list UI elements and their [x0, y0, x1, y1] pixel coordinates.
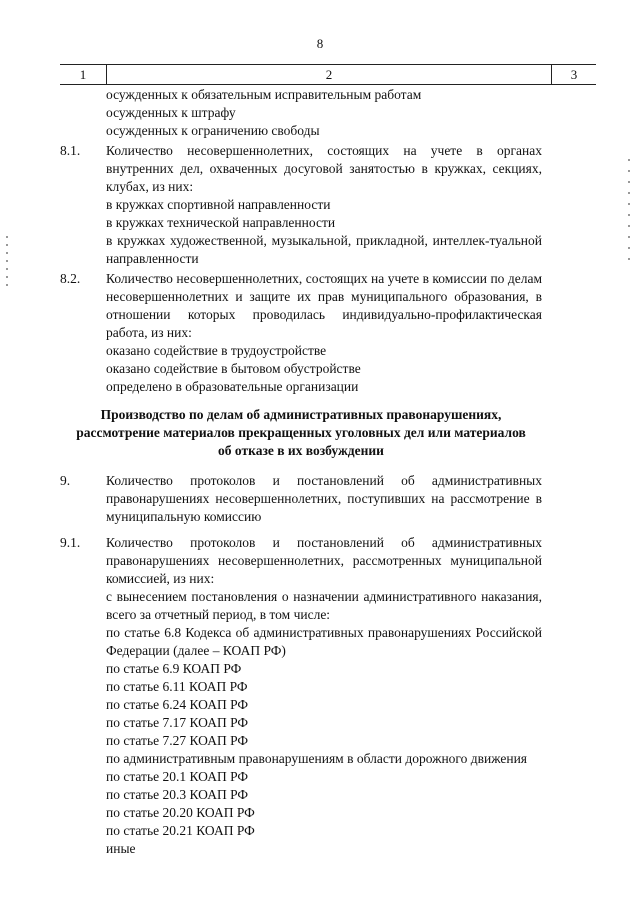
- article-line: по статье 6.11 КОАП РФ: [106, 679, 248, 694]
- article-line: по статье 20.20 КОАП РФ: [106, 805, 255, 820]
- heading-line: об отказе в их возбуждении: [218, 443, 384, 458]
- item-text: Количество несовершеннолетних, состоящих на учете в органах внутренних дел, охваченных досуговой занятостью в кружках, секциях, клубах, из них:: [106, 143, 542, 194]
- item-text: Количество несовершеннолетних, состоящих на учете в комиссии по делам несовершеннолетних и защите их прав муниципального образования, в отношении которых проводилась индивидуально-профилактическая работа, из них:: [106, 271, 542, 340]
- article-line: иные: [106, 841, 136, 856]
- table-header-col-2: 2: [107, 65, 552, 84]
- table-header-row: [60, 64, 596, 85]
- page-number: 8: [316, 36, 324, 51]
- heading-line: рассмотрение материалов прекращенных уголовных дел или материалов: [76, 425, 526, 440]
- sub-item: в кружках технической направленности: [106, 215, 336, 230]
- sub-item: оказано содействие в трудоустройстве: [106, 343, 327, 358]
- top-lines-block: [60, 86, 542, 140]
- item-9-1: [60, 534, 542, 858]
- sub-item: в кружках художественной, музыкальной, прикладной, интеллек-туальной направленности: [106, 233, 542, 266]
- text-line: осужденных к ограничению свободы: [106, 123, 320, 138]
- table-header-col-3: 3: [570, 66, 578, 82]
- item-number: 9.: [60, 473, 71, 488]
- article-line: по статье 6.24 КОАП РФ: [106, 697, 249, 712]
- sub-item: определено в образовательные организации: [106, 379, 359, 394]
- item-text: Количество протоколов и постановлений об административных правонарушениях несовершеннолетних, поступивших на рассмотрение в муниципальную комиссию: [106, 473, 542, 524]
- table-header-col-1: 1: [60, 65, 107, 84]
- article-line: по статье 20.21 КОАП РФ: [106, 823, 255, 838]
- scan-artifact-left: [6, 230, 16, 330]
- item-9: [60, 472, 542, 526]
- paragraph: по административным правонарушениям в области дорожного движения: [106, 751, 528, 766]
- article-line: по статье 20.1 КОАП РФ: [106, 769, 249, 784]
- article-line: по статье 7.17 КОАП РФ: [106, 715, 249, 730]
- text-line: осужденных к обязательным исправительным работам: [106, 87, 422, 102]
- scan-artifact-right: [624, 150, 634, 350]
- item-number: 8.2.: [60, 271, 81, 286]
- document-body: [60, 86, 542, 858]
- article-line: по статье 7.27 КОАП РФ: [106, 733, 249, 748]
- paragraph: с вынесением постановления о назначении административного наказания, всего за отчетный период, в том числе:: [106, 589, 542, 622]
- item-8-2: [60, 270, 542, 396]
- article-line: по статье 6.9 КОАП РФ: [106, 661, 242, 676]
- sub-item: в кружках спортивной направленности: [106, 197, 331, 212]
- item-number: 9.1.: [60, 535, 81, 550]
- heading-line: Производство по делам об административных правонарушениях,: [100, 407, 502, 422]
- section-heading: [60, 406, 542, 460]
- text-line: осужденных к штрафу: [106, 105, 236, 120]
- item-8-1: [60, 142, 542, 268]
- article-line: по статье 20.3 КОАП РФ: [106, 787, 249, 802]
- item-number: 8.1.: [60, 143, 81, 158]
- paragraph: по статье 6.8 Кодекса об административных правонарушениях Российской Федерации (далее – КОАП РФ): [106, 625, 542, 658]
- item-text: Количество протоколов и постановлений об административных правонарушениях несовершеннолетних, рассмотренных муниципальной комиссией, из них:: [106, 535, 542, 586]
- sub-item: оказано содействие в бытовом обустройстве: [106, 361, 361, 376]
